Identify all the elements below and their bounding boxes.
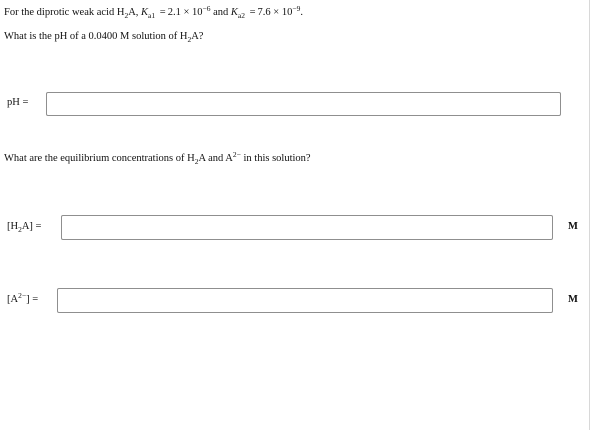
- a2-label: [7, 293, 38, 307]
- question-ph-suffix: A?: [191, 31, 204, 42]
- question-concentrations: [4, 152, 311, 166]
- acid-h: H: [116, 7, 125, 18]
- h2a-label: [7, 220, 41, 234]
- h2a-label-open: [H: [7, 221, 19, 232]
- question-ph-prefix: What is the pH of a 0.0400 M solution of: [4, 31, 180, 42]
- ka2-value: 7.6 × 10: [257, 7, 293, 18]
- and-text: and: [210, 7, 231, 18]
- acid-sub: 2: [124, 11, 129, 20]
- h2a-label-sub: 2: [18, 225, 22, 234]
- question-ph-h: H: [179, 31, 188, 42]
- a2-label-open: [A: [7, 294, 19, 305]
- ka2-sub: a2: [237, 11, 245, 20]
- question-conc-prefix: What are the equilibrium concentrations of: [4, 153, 188, 164]
- a2-label-close: ] =: [26, 294, 39, 305]
- ka1-sub: a1: [148, 11, 156, 20]
- question-conc-suffix: in this solution?: [240, 153, 311, 164]
- problem-statement: [4, 6, 303, 20]
- acid-formula: [117, 7, 141, 18]
- a2-label-sup: 2−: [18, 291, 27, 300]
- a2-input[interactable]: [57, 288, 553, 313]
- question-conc-h: H: [187, 153, 195, 164]
- ka2-exponent: −9: [292, 4, 301, 13]
- h2a-unit: M: [568, 221, 578, 232]
- question-ph-sub: 2: [187, 35, 192, 44]
- problem-end: .: [300, 7, 303, 18]
- ph-input[interactable]: [46, 92, 561, 116]
- problem-prefix: For the diprotic weak acid: [4, 7, 117, 18]
- question-conc-sub: 2: [194, 157, 199, 166]
- question-conc-mid: A and A: [198, 153, 233, 164]
- h2a-label-close: A] =: [21, 221, 42, 232]
- ka2-symbol: K: [230, 7, 238, 18]
- page-border: [589, 0, 590, 430]
- ph-label: pH =: [7, 97, 29, 108]
- ka1-value: 2.1 × 10: [167, 7, 203, 18]
- ka1-equals: =: [159, 7, 166, 18]
- ka2-equals: =: [249, 7, 256, 18]
- ka1-symbol: K: [141, 7, 149, 18]
- question-ph: [4, 30, 203, 44]
- a2-unit: M: [568, 294, 578, 305]
- acid-a: A,: [128, 7, 142, 18]
- question-conc-sup: 2−: [232, 150, 241, 159]
- ka1-exponent: −6: [202, 4, 211, 13]
- h2a-input[interactable]: [61, 215, 553, 240]
